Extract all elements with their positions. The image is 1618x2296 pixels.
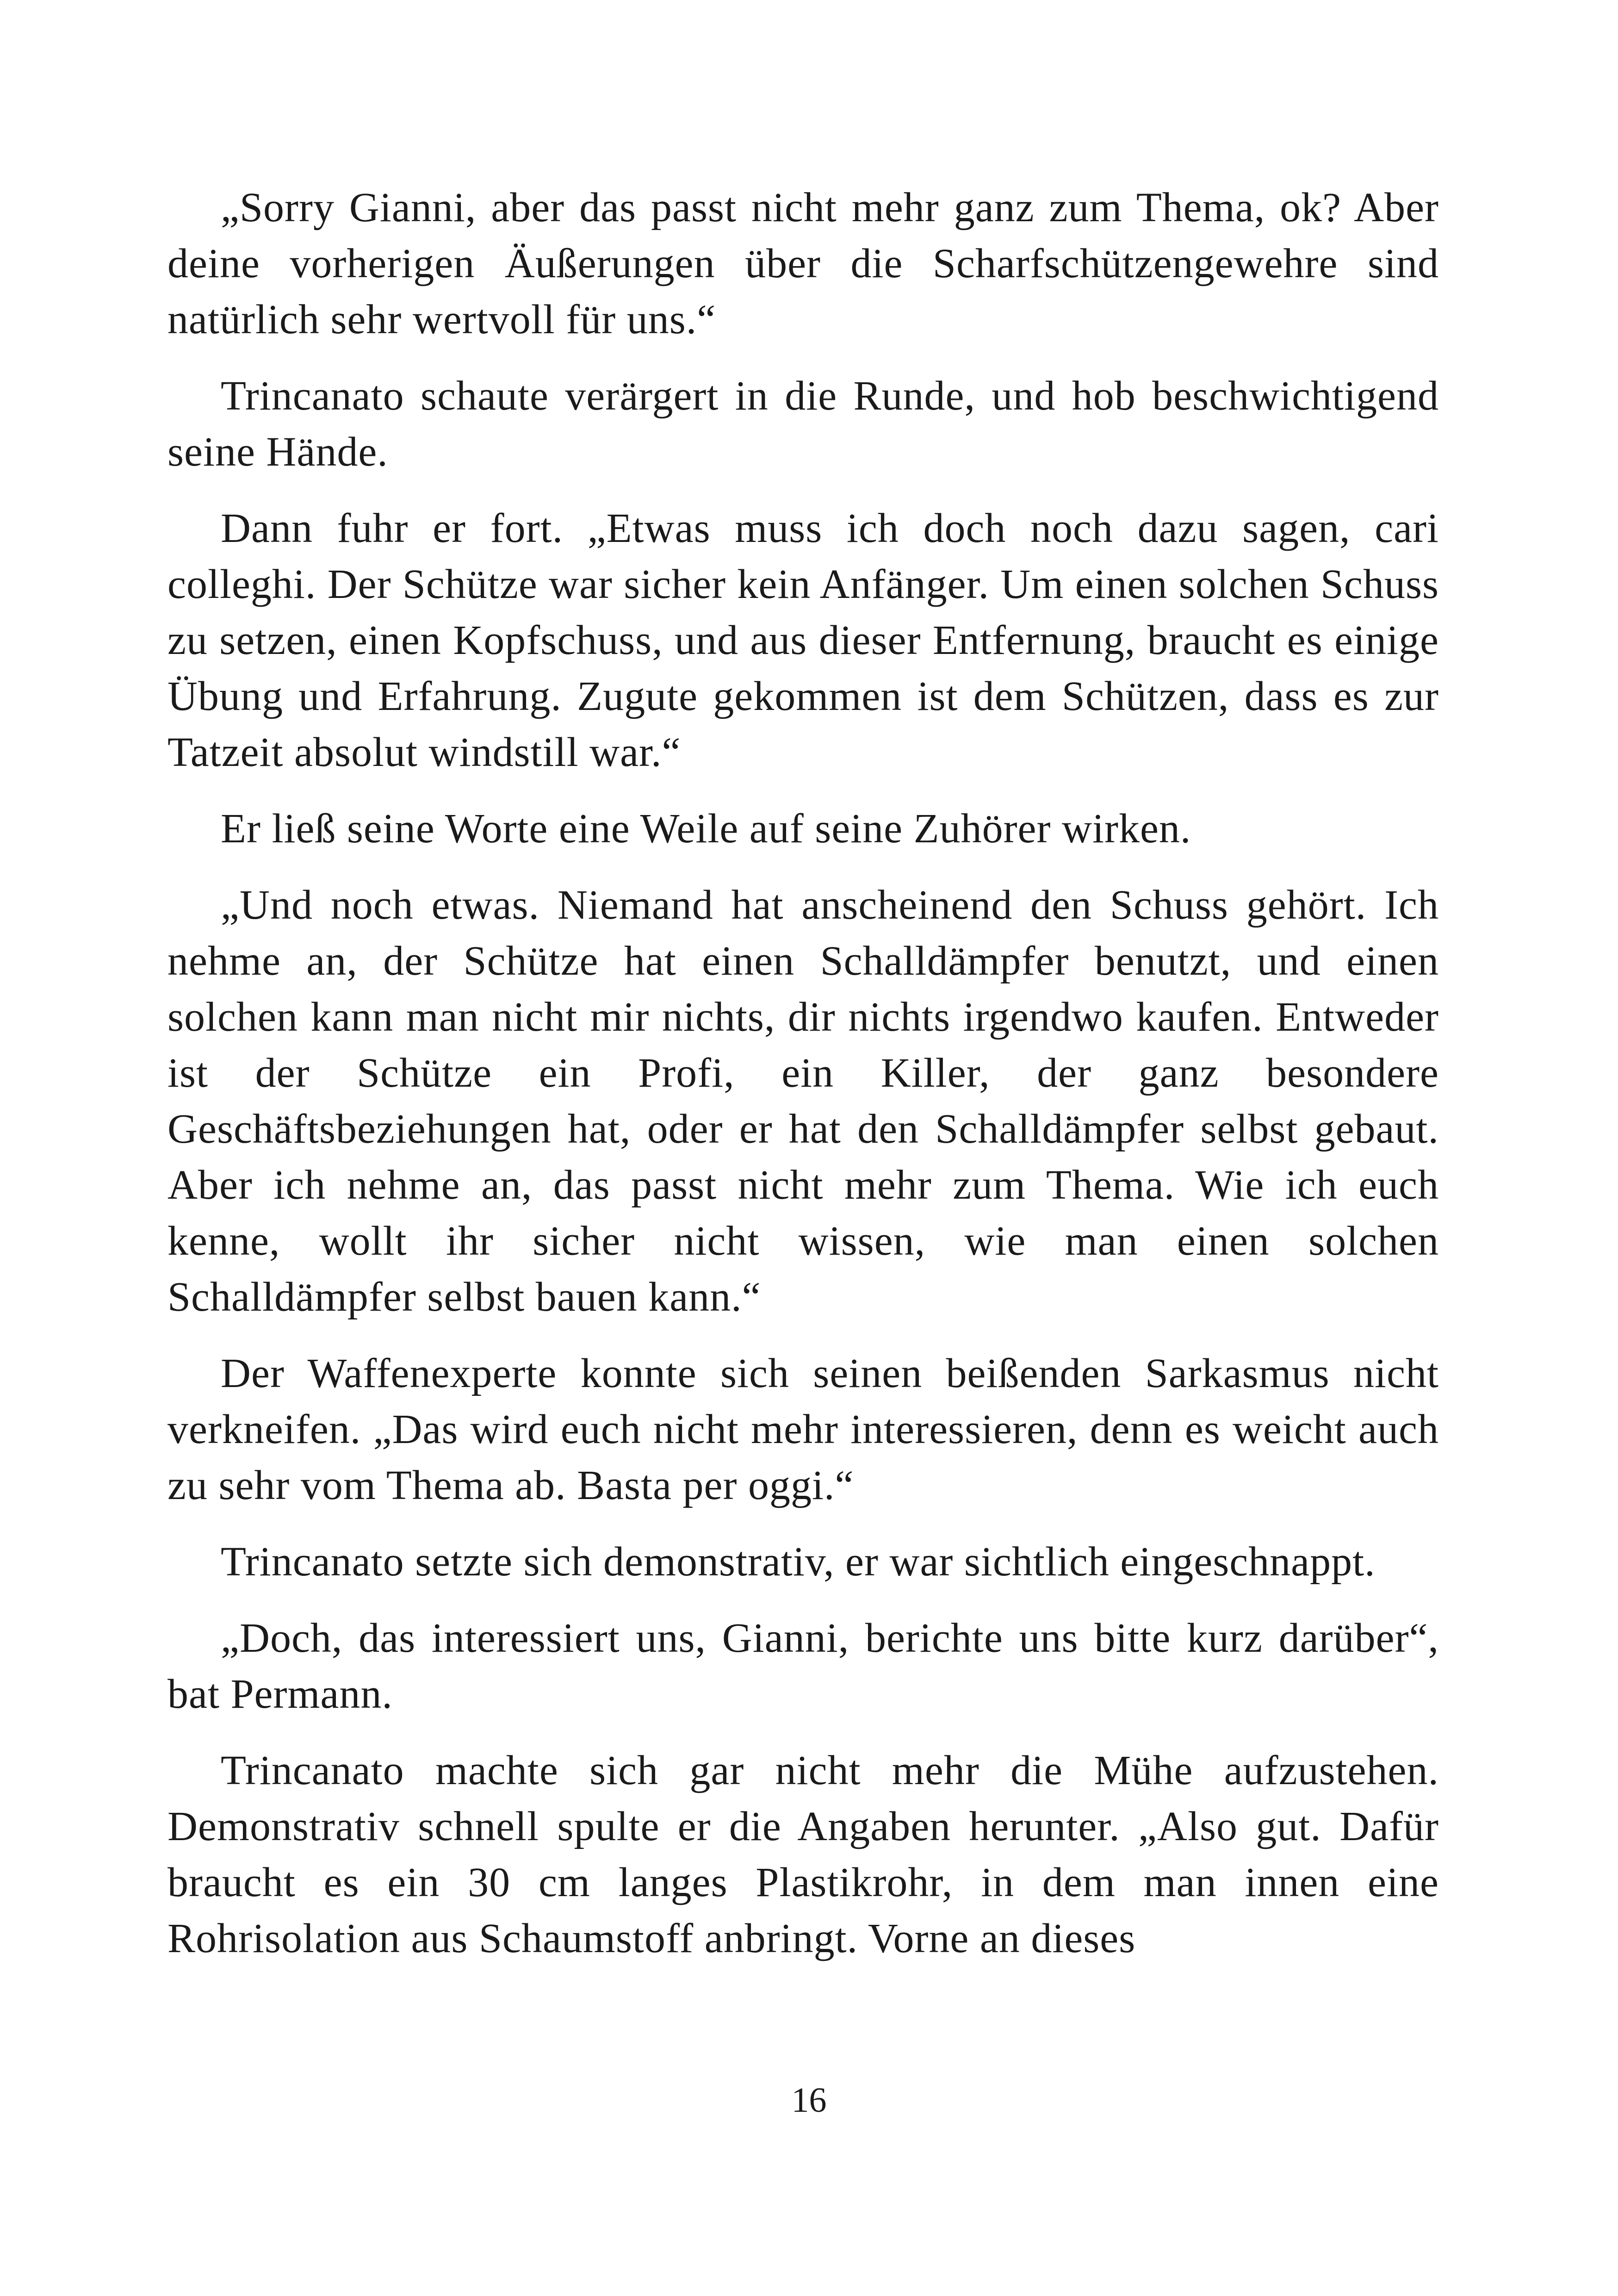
- paragraph: Trincanato schaute verärgert in die Runde, und hob beschwichtigend seine Hände.: [167, 373, 1439, 475]
- paragraph: Dann fuhr er fort. „Etwas muss ich doch noch dazu sagen, cari colleghi. Der Schütze war sicher kein Anfänger. Um einen solchen Schuss zu setzen, einen Kopfschuss, und aus dieser Entfernung, braucht es einige Übung und Erfahrung. Zugute gekommen ist dem Schützen, dass es zur Tatzeit absolut windstill war.“: [167, 505, 1439, 775]
- paragraph: „Sorry Gianni, aber das passt nicht mehr ganz zum Thema, ok? Aber deine vorherigen Äußerungen über die Scharfschützengewehre sind natürlich sehr wertvoll für uns.“: [167, 185, 1439, 342]
- paragraph: Trincanato setzte sich demonstrativ, er war sichtlich eingeschnappt.: [221, 1539, 1376, 1585]
- paragraph: „Doch, das interessiert uns, Gianni, berichte uns bitte kurz darüber“, bat Permann.: [167, 1615, 1439, 1717]
- paragraph: Er ließ seine Worte eine Weile auf seine Zuhörer wirken.: [221, 806, 1191, 852]
- body-text: [167, 180, 1439, 1966]
- paragraph: „Und noch etwas. Niemand hat anscheinend den Schuss gehört. Ich nehme an, der Schütze hat einen Schalldämpfer benutzt, und einen solchen kann man nicht mir nichts, dir nichts irgendwo kaufen. Entweder ist der Schütze ein Profi, ein Killer, der ganz besondere Geschäftsbeziehungen hat, oder er hat den Schalldämpfer selbst gebaut. Aber ich nehme an, das passt nicht mehr zum Thema. Wie ich euch kenne, wollt ihr sicher nicht wissen, wie man einen solchen Schalldämpfer selbst bauen kann.“: [167, 882, 1439, 1320]
- paragraph: Trincanato machte sich gar nicht mehr die Mühe aufzustehen. Demonstrativ schnell spulte er die Angaben herunter. „Also gut. Dafür braucht es ein 30 cm langes Plastikrohr, in dem man innen eine Rohrisolation aus Schaumstoff anbringt. Vorne an dieses: [167, 1748, 1439, 1961]
- paragraph: Der Waffenexperte konnte sich seinen beißenden Sarkasmus nicht verkneifen. „Das wird euch nicht mehr interessieren, denn es weicht auch zu sehr vom Thema ab. Basta per oggi.“: [167, 1350, 1439, 1508]
- page-number: 16: [791, 2081, 827, 2120]
